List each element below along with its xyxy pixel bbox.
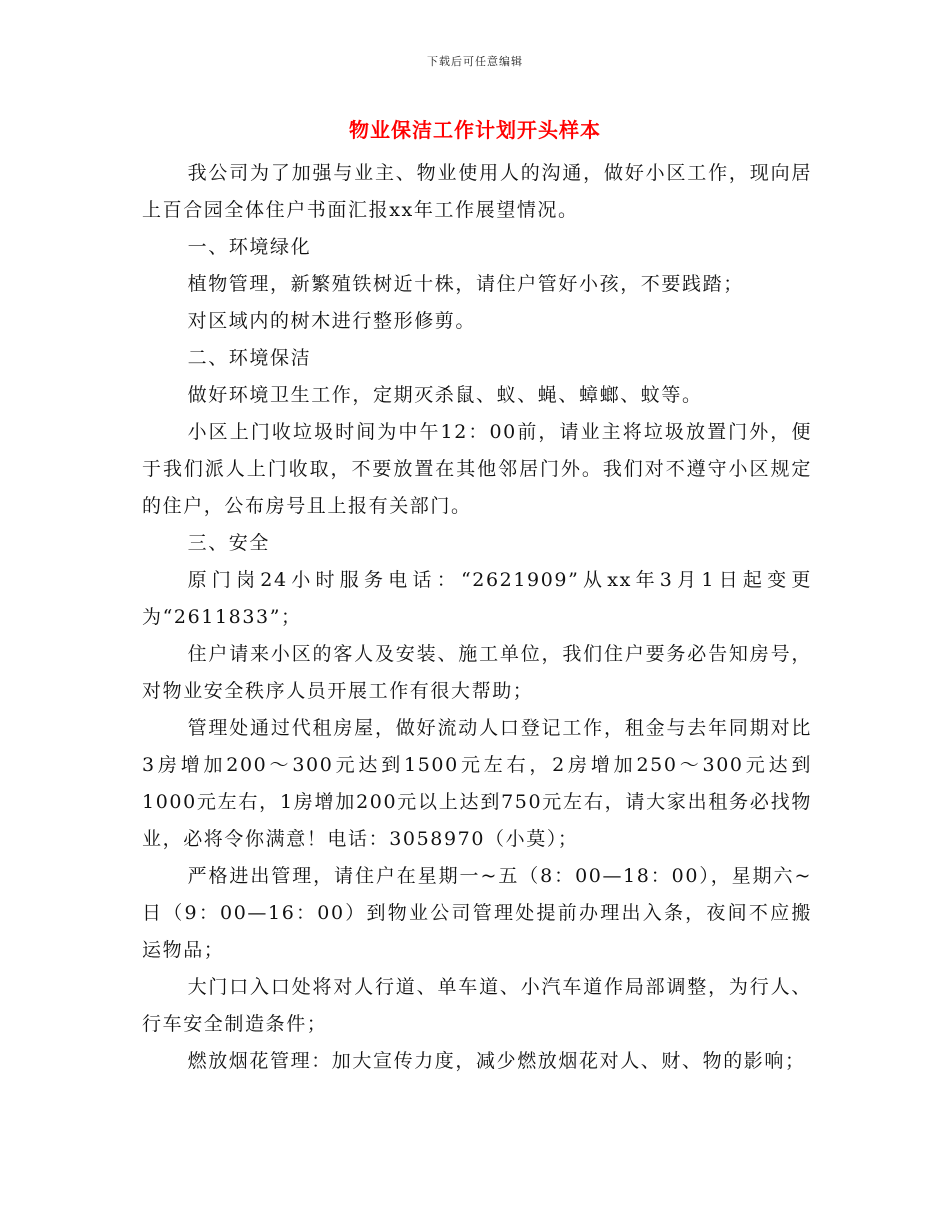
paragraph: 我公司为了加强与业主、物业使用人的沟通，做好小区工作，现向居上百合园全体住户书面汇报xx年工作展望情况。	[142, 162, 812, 221]
paragraph: 大门口入口处将对人行道、单车道、小汽车道作局部调整，为行人、行车安全制造条件；	[142, 976, 812, 1035]
paragraph: 植物管理，新繁殖铁树近十株，请住户管好小孩，不要践踏；	[187, 273, 744, 295]
section-heading-cleaning: 二、环境保洁	[187, 347, 312, 369]
paragraph: 管理处通过代租房屋，做好流动人口登记工作，租金与去年同期对比3房增加200～300元达到1500元左右，2房增加250～300元达到1000元左右，1房增加200元以上达到750元左右，请大家出租务必找物业，必将令你满意！电话：3058970（小莫）；	[142, 717, 812, 850]
paragraph: 做好环境卫生工作，定期灭杀鼠、蚁、蝇、蟑螂、蚊等。	[187, 384, 703, 406]
paragraph: 小区上门收垃圾时间为中午12：00前，请业主将垃圾放置门外，便于我们派人上门收取，不要放置在其他邻居门外。我们对不遵守小区规定的住户，公布房号且上报有关部门。	[142, 421, 812, 517]
paragraph: 住户请来小区的客人及安装、施工单位，我们住户要务必告知房号，对物业安全秩序人员开展工作有很大帮助；	[142, 643, 812, 702]
paragraph: 原门岗24小时服务电话：“2621909”从xx年3月1日起变更为“2611833”；	[142, 569, 812, 628]
section-heading-safety: 三、安全	[187, 532, 270, 554]
section-heading-greening: 一、环境绿化	[187, 236, 312, 258]
paragraph: 对区域内的树木进行整形修剪。	[187, 310, 476, 332]
paragraph: 严格进出管理，请住户在星期一~五（8：00—18：00），星期六~日（9：00—16：00）到物业公司管理处提前办理出入条，夜间不应搬运物品；	[142, 865, 812, 961]
document-body	[142, 155, 812, 1080]
paragraph: 燃放烟花管理：加大宣传力度，减少燃放烟花对人、财、物的影响；	[187, 1050, 806, 1072]
header-note: 下载后可任意编辑	[427, 55, 523, 68]
document-title: 物业保洁工作计划开头样本	[349, 118, 601, 142]
